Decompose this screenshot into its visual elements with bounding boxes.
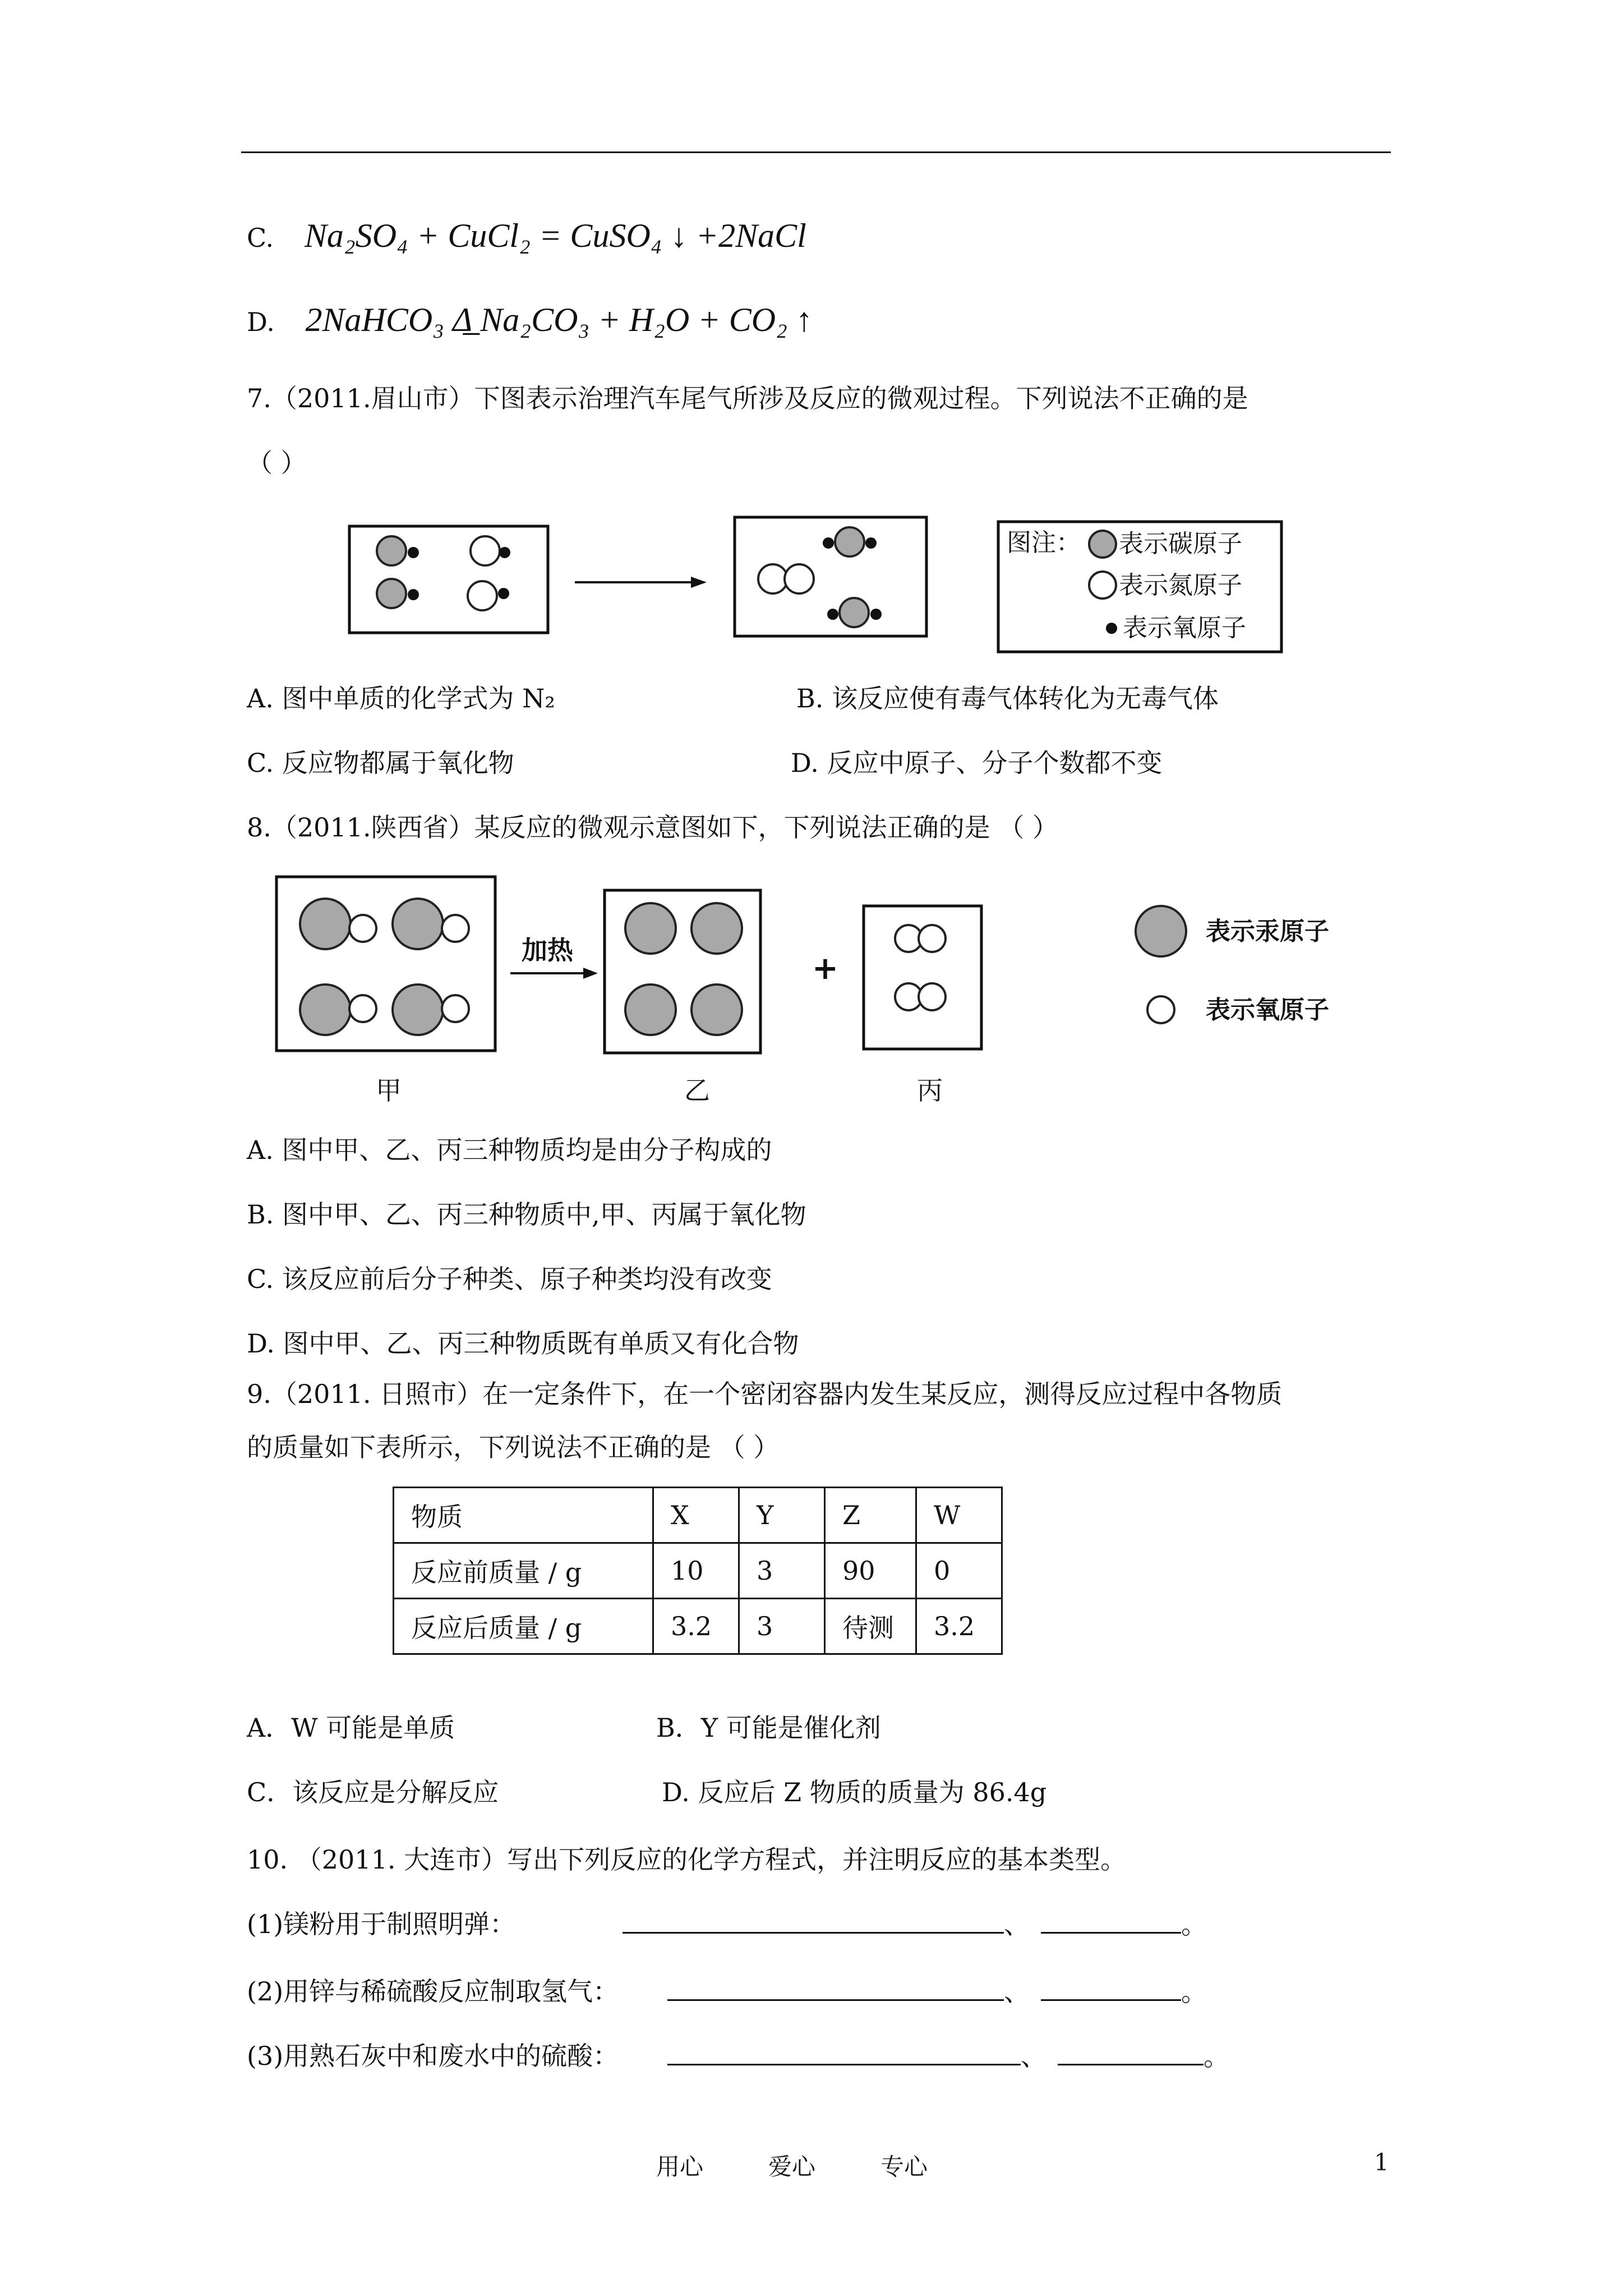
oxygen-atom — [499, 547, 510, 558]
footer-motto-1: 用心 — [656, 2153, 704, 2180]
q7-option-c: C. 反应物都属于氧化物 — [247, 748, 514, 778]
q7-answer-paren: （ ） — [247, 448, 307, 478]
table-header-cell: 物质 — [394, 1488, 653, 1543]
q7-legend-carbon: 表示碳原子 — [1119, 530, 1242, 558]
oxygen-atom — [498, 588, 509, 599]
table-header-cell: W — [916, 1488, 1002, 1543]
q7-legend-nitrogen: 表示氮原子 — [1119, 571, 1242, 600]
table-cell: 3 — [739, 1599, 825, 1654]
table-row — [394, 1543, 1002, 1599]
separator: 、 — [1004, 1910, 1030, 1940]
q10-stem: 10. （2011. 大连市）写出下列反应的化学方程式，并注明反应的基本类型。 — [247, 1844, 1127, 1875]
q8-diagram — [275, 872, 1374, 1108]
mercury-atom — [393, 899, 443, 949]
legend-oxygen-icon — [1106, 623, 1117, 634]
q7-option-a: A. 图中单质的化学式为 N₂ — [247, 683, 555, 714]
reaction-type-blank[interactable] — [1041, 1975, 1181, 2001]
mercury-atom — [691, 984, 742, 1035]
q10-item-3-answer — [667, 2039, 1229, 2073]
q8-label-yi: 乙 — [684, 1075, 710, 1106]
q8-stem: 8.（2011.陕西省）某反应的微观示意图如下，下列说法正确的是 （ ） — [247, 812, 1058, 843]
reaction-type-blank[interactable] — [1058, 2039, 1204, 2065]
reaction-arrow-head — [691, 577, 707, 588]
table-header-row — [394, 1488, 1002, 1543]
footer-motto-3: 专心 — [880, 2153, 928, 2180]
table-cell: 3.2 — [653, 1599, 739, 1654]
equation-blank[interactable] — [623, 1907, 1004, 1934]
table-cell: 待测 — [825, 1599, 916, 1654]
q8-option-c: C. 该反应前后分子种类、原子种类均没有改变 — [247, 1264, 772, 1294]
header-rule — [241, 151, 1391, 153]
q10-item-1-answer — [623, 1907, 1207, 1941]
oxygen-atom — [919, 925, 946, 952]
mercury-atom — [691, 903, 742, 954]
oxygen-atom — [408, 547, 419, 558]
q9-option-c: C．该反应是分解反应 — [247, 1777, 499, 1807]
page-number: 1 — [1374, 2148, 1389, 2176]
oxygen-atom — [349, 995, 376, 1022]
q10-item-1 — [247, 1907, 515, 1941]
mercury-atom — [393, 984, 443, 1035]
oxygen-atom — [870, 609, 882, 620]
q9-option-a: A．W 可能是单质 — [247, 1713, 455, 1743]
q6-option-c — [247, 219, 806, 255]
q7-stem: 7.（2011.眉山市）下图表示治理汽车尾气所涉及反应的微观过程。下列说法不正确的是 — [247, 383, 1248, 413]
q10-item-3 — [247, 2039, 619, 2073]
q8-label-jia: 甲 — [376, 1075, 402, 1106]
table-header-cell: X — [653, 1488, 739, 1543]
carbon-atom — [835, 527, 864, 556]
carbon-atom — [377, 579, 406, 608]
nitrogen-atom — [471, 536, 500, 565]
period: 。 — [1204, 2041, 1229, 2072]
period: 。 — [1181, 1910, 1207, 1940]
q8-label-bing: 丙 — [917, 1075, 943, 1106]
q10-item-2-answer — [667, 1975, 1207, 2009]
q9-option-d: D. 反应后 Z 物质的质量为 86.4g — [662, 1777, 1047, 1807]
oxygen-atom — [442, 915, 469, 942]
q9-option-b: B．Y 可能是催化剂 — [656, 1713, 881, 1743]
equation-blank[interactable] — [667, 2039, 1021, 2065]
q8-legend-oxygen: 表示氧原子 — [1206, 996, 1329, 1024]
table-row — [394, 1599, 1002, 1654]
mercury-atom — [300, 984, 351, 1035]
q10-item-2 — [247, 1975, 619, 2008]
q6-option-d — [247, 303, 813, 339]
table-cell: 3 — [739, 1543, 825, 1599]
q10-item-3-label: (3)用熟石灰中和废水中的硫酸： — [247, 2041, 619, 2071]
separator: 、 — [1004, 1977, 1030, 2007]
oxygen-atom — [919, 983, 946, 1010]
carbon-atom — [377, 536, 406, 565]
nitrogen-atom — [785, 564, 814, 593]
table-cell: 反应后质量 / g — [394, 1599, 653, 1654]
legend-nitrogen-icon — [1089, 572, 1116, 599]
table-cell: 0 — [916, 1543, 1002, 1599]
period: 。 — [1181, 1977, 1207, 2007]
q8-box-bing — [864, 906, 981, 1049]
q9-stem-line1: 9.（2011. 日照市）在一定条件下，在一个密闭容器内发生某反应，测得反应过程中各物质 — [247, 1379, 1283, 1409]
table-cell: 10 — [653, 1543, 739, 1599]
q9-mass-table — [393, 1487, 1003, 1655]
oxygen-atom — [408, 589, 419, 600]
oxygen-atom — [823, 537, 834, 549]
oxygen-atom — [865, 537, 877, 549]
q8-legend-mercury: 表示汞原子 — [1206, 917, 1329, 946]
legend-mercury-icon — [1136, 906, 1186, 956]
q7-diagram — [348, 510, 1301, 656]
q6-option-c-label: C. — [247, 223, 274, 253]
mercury-atom — [625, 903, 676, 954]
equation-blank[interactable] — [667, 1975, 1004, 2001]
carbon-atom — [840, 598, 869, 627]
oxygen-atom — [442, 995, 469, 1022]
q6-option-d-equation: 2NaHCO₃ Δ̲ Na₂CO₃ + H₂O + CO₂ ↑ — [305, 301, 813, 338]
table-cell: 90 — [825, 1543, 916, 1599]
q10-item-1-label: (1)镁粉用于制照明弹： — [247, 1909, 516, 1939]
table-cell: 3.2 — [916, 1599, 1002, 1654]
q8-option-a: A. 图中甲、乙、丙三种物质均是由分子构成的 — [247, 1135, 772, 1165]
q7-option-d: D. 反应中原子、分子个数都不变 — [791, 748, 1163, 778]
q8-reaction-arrow-head — [583, 968, 598, 979]
q8-arrow-label: 加热 — [522, 935, 573, 965]
reaction-type-blank[interactable] — [1041, 1907, 1181, 1934]
table-cell: 反应前质量 / g — [394, 1543, 653, 1599]
q8-option-d: D. 图中甲、乙、丙三种物质既有单质又有化合物 — [247, 1328, 799, 1359]
q7-legend-title: 图注： — [1007, 528, 1081, 557]
legend-oxygen-icon — [1147, 996, 1174, 1023]
q7-option-b: B. 该反应使有毒气体转化为无毒气体 — [796, 683, 1219, 714]
mercury-atom — [300, 899, 351, 949]
q9-stem-line2: 的质量如下表所示，下列说法不正确的是 （ ） — [247, 1432, 780, 1462]
separator: 、 — [1021, 2041, 1046, 2072]
nitrogen-atom — [758, 564, 787, 593]
q7-legend-oxygen: 表示氧原子 — [1123, 614, 1246, 642]
footer-motto-2: 爱心 — [768, 2153, 816, 2180]
q8-option-b: B. 图中甲、乙、丙三种物质中,甲、丙属于氧化物 — [247, 1199, 806, 1230]
mercury-atom — [625, 984, 676, 1035]
q6-option-d-label: D. — [247, 307, 275, 337]
oxygen-atom — [827, 609, 838, 620]
q8-plus-sign: + — [812, 950, 838, 987]
table-header-cell: Y — [739, 1488, 825, 1543]
legend-carbon-icon — [1089, 531, 1116, 558]
nitrogen-atom — [468, 581, 497, 610]
q10-item-2-label: (2)用锌与稀硫酸反应制取氢气： — [247, 1976, 619, 2007]
q6-option-c-equation: Na₂SO₄ + CuCl₂ = CuSO₄ ↓ +2NaCl — [304, 217, 806, 254]
oxygen-atom — [349, 915, 376, 942]
table-header-cell: Z — [825, 1488, 916, 1543]
